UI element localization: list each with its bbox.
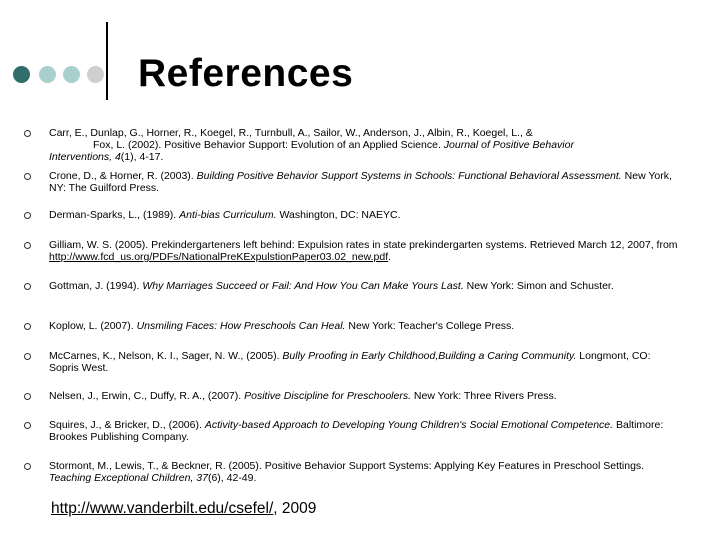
dot-light-icon [87, 66, 104, 83]
title-divider [106, 22, 108, 100]
reference-text: Squires, J., & Bricker, D., (2006). Activity-based Approach to Developing Young Children's Social Emotional Competence. Baltimore: Brookes Publishing Company. [49, 419, 664, 443]
footer-source: http://www.vanderbilt.edu/csefel/, 2009 [51, 500, 317, 517]
reference-text: Carr, E., Dunlap, G., Horner, R., Koegel, R., Turnbull, A., Sailor, W., Anderson, J., Albin, R., Koegel, L., & Fox, L. (2002). Positive Behavior Support: Evolution of an Applied Science. Journal of Positive Behavior Interventions, 4(1), 4-17. [49, 127, 574, 163]
bullet-icon [24, 323, 31, 330]
bullet-icon [24, 463, 31, 470]
reference-text: Stormont, M., Lewis, T., & Beckner, R. (2005). Positive Behavior Support Systems: Applying Key Features in Preschool Settings. Teaching Exceptional Children, 37(6), 42-49. [49, 460, 645, 484]
reference-link[interactable]: http://www.fcd_us.org/PDFs/NationalPreKExpulstionPaper03.02_new.pdf [49, 251, 389, 263]
bullet-icon [24, 353, 31, 360]
dot-mid-icon [63, 66, 80, 83]
dot-mid-icon [39, 66, 56, 83]
bullet-icon [24, 283, 31, 290]
dot-dark-icon [13, 66, 30, 83]
reference-text: Derman-Sparks, L., (1989). Anti-bias Curriculum. Washington, DC: NAEYC. [49, 209, 401, 221]
reference-text: Gottman, J. (1994). Why Marriages Succeed or Fail: And How You Can Make Yours Last. New York: Simon and Schuster. [49, 280, 614, 292]
bullet-icon [24, 393, 31, 400]
bullet-icon [24, 242, 31, 249]
bullet-icon [24, 212, 31, 219]
page-title: References [138, 52, 354, 95]
decorative-dots [13, 66, 103, 84]
bullet-icon [24, 173, 31, 180]
reference-text: McCarnes, K., Nelson, K. I., Sager, N. W., (2005). Bully Proofing in Early Childhood,Building a Caring Community. Longmont, CO: Sopris West. [49, 350, 651, 374]
reference-text: Nelsen, J., Erwin, C., Duffy, R. A., (2007). Positive Discipline for Preschoolers. New York: Three Rivers Press. [49, 390, 557, 402]
footer-link[interactable]: http://www.vanderbilt.edu/csefel/ [51, 500, 274, 517]
bullet-icon [24, 130, 31, 137]
reference-text: Gilliam, W. S. (2005). Prekindergarteners left behind: Expulsion rates in state prekindergarten systems. Retrieved March 12, 2007, from http://www.fcd_us.org/PDFs/NationalPreKExpulstionPaper03.02_new.pdf. [49, 239, 678, 263]
reference-text: Koplow, L. (2007). Unsmiling Faces: How Preschools Can Heal. New York: Teacher's College Press. [49, 320, 515, 332]
reference-text: Crone, D., & Horner, R. (2003). Building Positive Behavior Support Systems in Schools: Functional Behavioral Assessment. New York, NY: The Guilford Press. [49, 170, 672, 194]
bullet-icon [24, 422, 31, 429]
